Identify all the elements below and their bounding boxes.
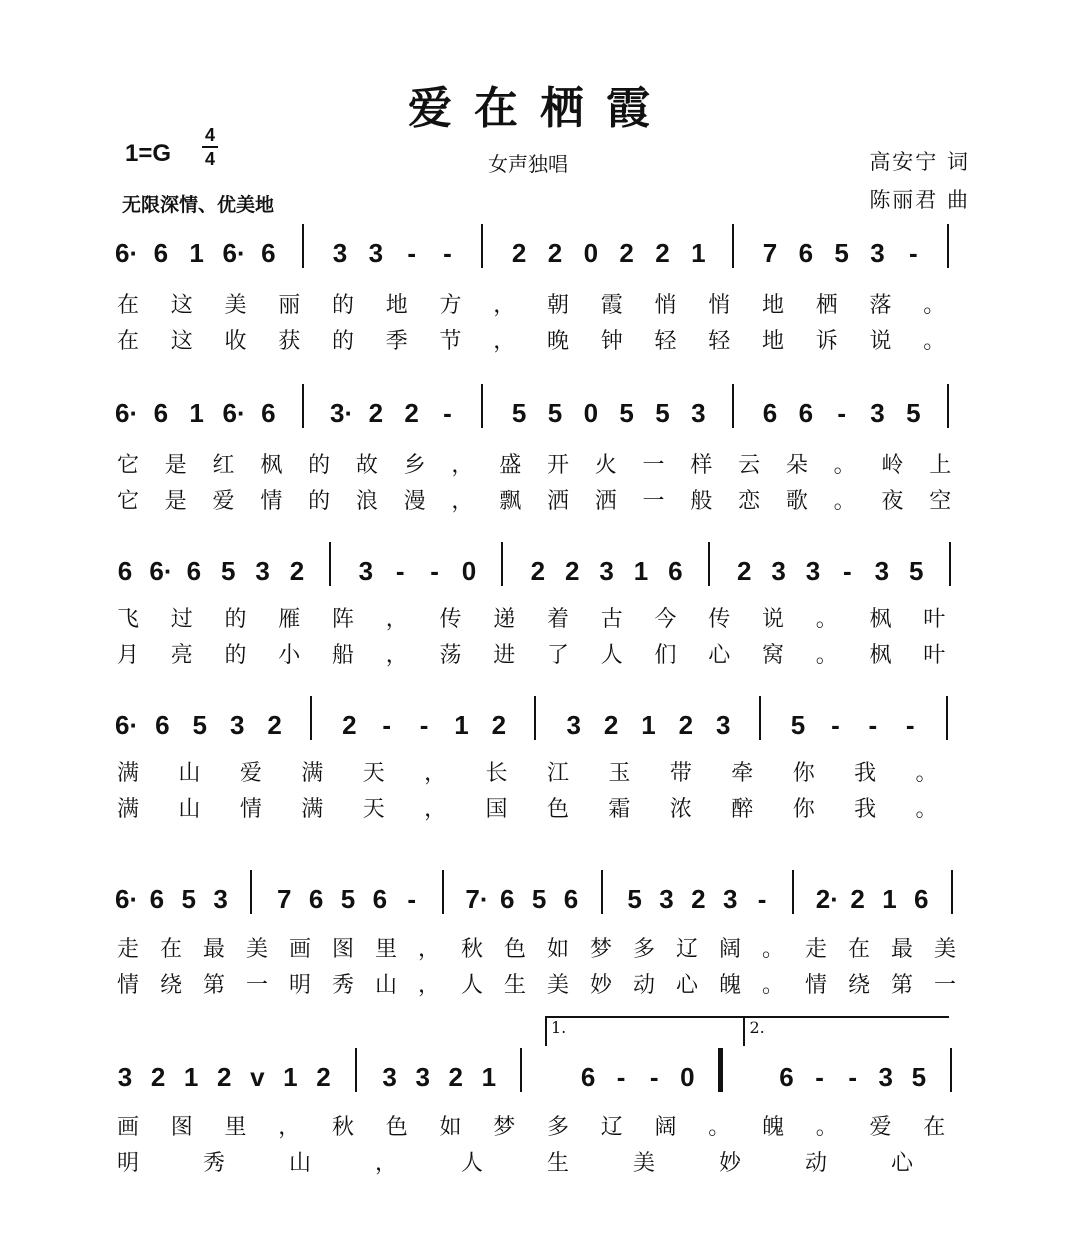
note: 6· xyxy=(149,556,173,586)
barline xyxy=(302,224,304,268)
note: - xyxy=(443,398,452,428)
note: 6 xyxy=(261,398,276,428)
note: 2 xyxy=(678,710,694,740)
note: - xyxy=(905,710,915,740)
note: - xyxy=(837,398,846,428)
note: 6· xyxy=(222,238,246,268)
note: 5 xyxy=(619,398,634,428)
note: 2 xyxy=(316,1062,331,1092)
note: 3 xyxy=(358,556,374,586)
note: 6 xyxy=(914,884,929,914)
note: 2 xyxy=(216,1062,232,1092)
note: 6· xyxy=(115,238,139,268)
note: 3 xyxy=(870,398,885,428)
note: - xyxy=(831,710,840,740)
note: 2 xyxy=(691,884,706,914)
note: 3 xyxy=(599,556,614,586)
note: 1 xyxy=(641,710,656,740)
note: 6 xyxy=(668,556,683,586)
note: - xyxy=(815,1062,824,1092)
note: 5 xyxy=(547,398,563,428)
barline xyxy=(302,384,304,428)
note: 1 xyxy=(691,238,706,268)
note: 5 xyxy=(192,710,208,740)
barline xyxy=(250,870,252,914)
note: 2 xyxy=(342,710,357,740)
note: - xyxy=(757,884,767,914)
barline xyxy=(355,1048,357,1092)
note: 3 xyxy=(213,884,228,914)
barline xyxy=(708,542,710,586)
key-signature: 1=G xyxy=(125,140,172,167)
note: 0 xyxy=(583,398,599,428)
note: 6 xyxy=(499,884,515,914)
note: 5 xyxy=(911,1062,927,1092)
note: 2 xyxy=(267,710,282,740)
tempo-marking: 无限深情、优美地 xyxy=(122,194,275,216)
note: 2 xyxy=(655,238,670,268)
note: 5 xyxy=(220,556,236,586)
note: 0 xyxy=(583,238,599,268)
note: 6 xyxy=(308,884,324,914)
note: 2 xyxy=(850,884,865,914)
note: 1 xyxy=(481,1062,497,1092)
barline xyxy=(947,384,949,428)
performance-type: 女声独唱 xyxy=(488,152,568,176)
note: 1 xyxy=(283,1062,298,1092)
note: - xyxy=(407,238,416,268)
note: - xyxy=(382,710,392,740)
note: 2 xyxy=(511,238,527,268)
note: 5 xyxy=(908,556,924,586)
note: 6 xyxy=(372,884,388,914)
note: 2 xyxy=(619,238,634,268)
note: 5 xyxy=(340,884,356,914)
note: 6· xyxy=(115,884,139,914)
note: 6 xyxy=(580,1062,596,1092)
note: 5 xyxy=(906,398,921,428)
note: 7 xyxy=(762,238,778,268)
note: 6 xyxy=(779,1062,794,1092)
barline xyxy=(946,696,948,740)
note: - xyxy=(649,1062,659,1092)
note: 2 xyxy=(564,556,580,586)
note: 1 xyxy=(183,1062,199,1092)
note: 3 xyxy=(716,710,731,740)
volta-bracket: 1. xyxy=(545,1016,751,1046)
barline xyxy=(534,696,536,740)
note: 5 xyxy=(531,884,547,914)
note: 6 xyxy=(798,398,814,428)
note: 5 xyxy=(655,398,670,428)
song-title: 爱在栖霞 xyxy=(408,83,672,134)
note: - xyxy=(419,710,429,740)
note: 6 xyxy=(798,238,814,268)
barline xyxy=(949,542,951,586)
note: 2 xyxy=(491,710,507,740)
note: 3· xyxy=(330,398,354,428)
time-signature-bottom: 4 xyxy=(204,149,215,169)
note: 2· xyxy=(815,884,839,914)
note: - xyxy=(616,1062,626,1092)
note: 3 xyxy=(382,1062,397,1092)
barline xyxy=(732,224,734,268)
note: - xyxy=(395,556,405,586)
note: 3 xyxy=(566,710,581,740)
note: 3 xyxy=(255,556,270,586)
note: - xyxy=(430,556,439,586)
note: 6 xyxy=(186,556,202,586)
barline xyxy=(718,1048,723,1092)
note: 3 xyxy=(368,238,384,268)
barline xyxy=(520,1048,522,1092)
note: 1 xyxy=(882,884,897,914)
note: 3 xyxy=(332,238,348,268)
note: 2 xyxy=(289,556,305,586)
note: - xyxy=(848,1062,858,1092)
note: 2 xyxy=(547,238,563,268)
barline xyxy=(329,542,331,586)
note: 6 xyxy=(155,710,170,740)
barline xyxy=(601,870,603,914)
barline xyxy=(442,870,444,914)
note: 3 xyxy=(117,1062,133,1092)
note: 5 xyxy=(511,398,527,428)
note: 2 xyxy=(736,556,752,586)
lyricist-credit: 高安宁 词 xyxy=(869,150,970,174)
note: 0 xyxy=(680,1062,695,1092)
barline xyxy=(759,696,761,740)
note: 6 xyxy=(261,238,276,268)
note: 2 xyxy=(150,1062,166,1092)
note: - xyxy=(843,556,852,586)
note: 1 xyxy=(454,710,469,740)
note: 0 xyxy=(461,556,477,586)
time-signature xyxy=(200,124,220,170)
note: 3 xyxy=(229,710,245,740)
note: 3 xyxy=(722,884,738,914)
note: 3 xyxy=(659,884,674,914)
note: 6 xyxy=(153,398,169,428)
note: 3 xyxy=(691,398,706,428)
barline xyxy=(792,870,794,914)
note: 2 xyxy=(368,398,384,428)
note: 2 xyxy=(603,710,619,740)
note: - xyxy=(868,710,878,740)
note: 6 xyxy=(153,238,169,268)
barline xyxy=(501,542,503,586)
note: 6· xyxy=(222,398,246,428)
composer-credit: 陈丽君 曲 xyxy=(869,188,970,212)
note: 7 xyxy=(277,884,292,914)
barline xyxy=(947,224,949,268)
note: 5 xyxy=(834,238,849,268)
note: - xyxy=(407,884,416,914)
note: v xyxy=(250,1062,265,1092)
note: - xyxy=(443,238,452,268)
note: 3 xyxy=(771,556,786,586)
note: 3 xyxy=(878,1062,893,1092)
note: 2 xyxy=(530,556,546,586)
barline xyxy=(950,1048,952,1092)
note: 6 xyxy=(762,398,778,428)
time-signature-top: 4 xyxy=(204,125,215,145)
note: 6· xyxy=(115,398,139,428)
volta-bracket: 2. xyxy=(743,1016,949,1046)
note: 3 xyxy=(870,238,885,268)
note: 3 xyxy=(805,556,821,586)
note: 1 xyxy=(189,398,204,428)
note: 2 xyxy=(404,398,419,428)
note: 5 xyxy=(181,884,196,914)
barline xyxy=(310,696,312,740)
note: 5 xyxy=(627,884,642,914)
note: 6 xyxy=(117,556,133,586)
barline xyxy=(481,384,483,428)
barline xyxy=(732,384,734,428)
note: 3 xyxy=(874,556,890,586)
note: 6 xyxy=(563,884,579,914)
note: 1 xyxy=(633,556,649,586)
note: 1 xyxy=(189,238,204,268)
note: 7· xyxy=(465,884,489,914)
note: 3 xyxy=(415,1062,430,1092)
note: 6· xyxy=(115,710,139,740)
note: 5 xyxy=(790,710,806,740)
barline xyxy=(481,224,483,268)
note: 2 xyxy=(448,1062,463,1092)
barline xyxy=(951,870,953,914)
note: 6 xyxy=(149,884,165,914)
note: - xyxy=(908,238,918,268)
